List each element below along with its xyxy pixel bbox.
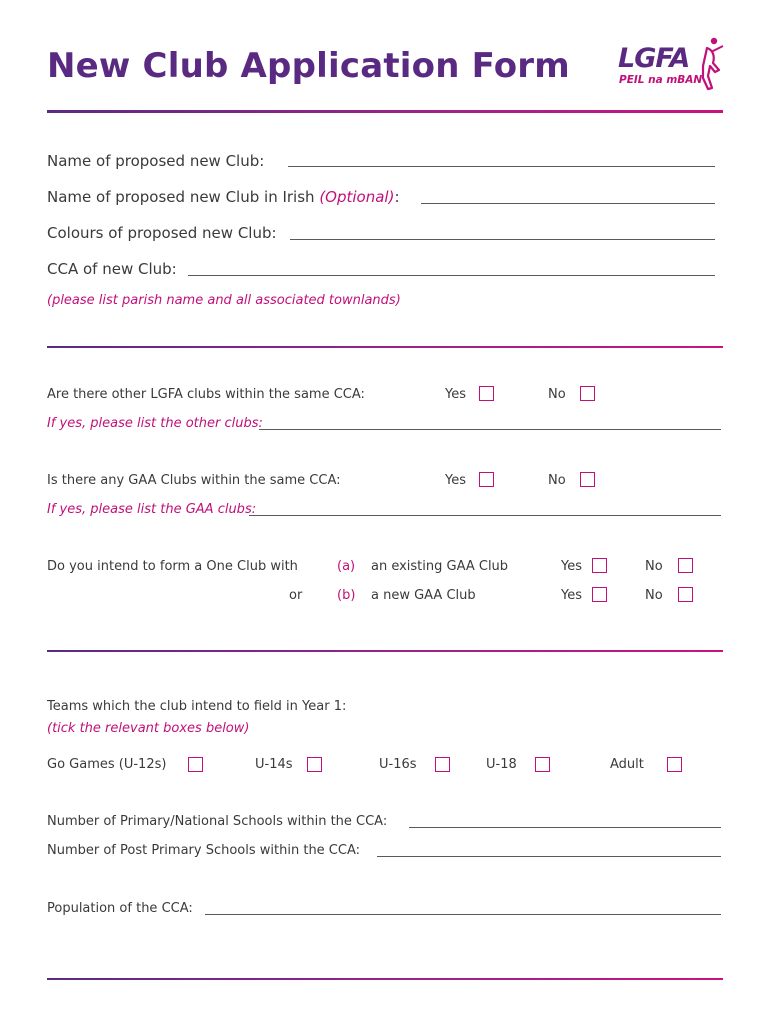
post-primary-schools-label: Number of Post Primary Schools within the CCA: — [47, 843, 361, 858]
one-club-question: Do you intend to form a One Club with — [47, 559, 298, 574]
page-title: New Club Application Form — [47, 46, 570, 86]
teams-hint: (tick the relevant boxes below) — [47, 721, 250, 736]
team-u16-checkbox[interactable] — [435, 757, 450, 772]
option-b-marker: (b) — [337, 588, 356, 603]
option-b-no-label: No — [645, 588, 663, 603]
other-lgfa-no-checkbox[interactable] — [580, 386, 595, 401]
cca-label: CCA of new Club: — [47, 260, 177, 278]
post-primary-schools-field[interactable] — [377, 856, 721, 857]
option-a-label: an existing GAA Club — [371, 559, 509, 574]
optional-tag: (Optional) — [319, 188, 395, 206]
team-go-games-label: Go Games (U-12s) — [47, 757, 167, 772]
option-a-yes-label: Yes — [561, 559, 582, 574]
team-u16-label: U-16s — [379, 757, 417, 772]
gaa-clubs-yes-checkbox[interactable] — [479, 472, 494, 487]
gaa-clubs-yes-label: Yes — [445, 473, 466, 488]
team-adult-checkbox[interactable] — [667, 757, 682, 772]
other-lgfa-yes-label: Yes — [445, 387, 466, 402]
footer-divider — [47, 978, 723, 980]
logo-wordmark: LGFA — [618, 43, 690, 74]
team-u18-checkbox[interactable] — [535, 757, 550, 772]
option-a-yes-checkbox[interactable] — [592, 558, 607, 573]
cca-hint: (please list parish name and all associated townlands) — [47, 293, 401, 308]
gaa-clubs-field[interactable] — [249, 515, 721, 516]
irish-name-label-text: Name of proposed new Club in Irish — [47, 188, 315, 206]
club-colours-field[interactable] — [290, 239, 715, 240]
team-adult-label: Adult — [610, 757, 644, 772]
option-a-no-label: No — [645, 559, 663, 574]
logo-tagline: PEIL na mBAN — [619, 74, 703, 86]
lgfa-logo — [615, 36, 730, 94]
other-lgfa-yes-checkbox[interactable] — [479, 386, 494, 401]
gaa-clubs-no-checkbox[interactable] — [580, 472, 595, 487]
option-b-no-checkbox[interactable] — [678, 587, 693, 602]
irish-name-label — [47, 188, 400, 206]
option-b-label: a new GAA Club — [371, 588, 476, 603]
teams-label: Teams which the club intend to field in Year 1: — [47, 699, 347, 714]
club-colours-label: Colours of proposed new Club: — [47, 224, 277, 242]
primary-schools-field[interactable] — [409, 827, 721, 828]
option-a-no-checkbox[interactable] — [678, 558, 693, 573]
option-a-marker: (a) — [337, 559, 356, 574]
option-b-yes-checkbox[interactable] — [592, 587, 607, 602]
other-clubs-prompt: If yes, please list the other clubs: — [47, 416, 263, 431]
section-divider-1 — [47, 346, 723, 348]
other-lgfa-question: Are there other LGFA clubs within the same CCA: — [47, 387, 365, 402]
team-go-games-checkbox[interactable] — [188, 757, 203, 772]
team-u18-label: U-18 — [486, 757, 517, 772]
team-u14-checkbox[interactable] — [307, 757, 322, 772]
gaa-clubs-question: Is there any GAA Clubs within the same CCA: — [47, 473, 341, 488]
cca-field[interactable] — [188, 275, 715, 276]
option-b-yes-label: Yes — [561, 588, 582, 603]
header-divider — [47, 110, 723, 113]
team-u14-label: U-14s — [255, 757, 293, 772]
club-name-field[interactable] — [288, 166, 715, 167]
population-field[interactable] — [205, 914, 721, 915]
or-label: or — [289, 588, 303, 603]
other-lgfa-no-label: No — [548, 387, 566, 402]
other-clubs-field[interactable] — [259, 429, 721, 430]
irish-name-colon: : — [394, 188, 400, 206]
primary-schools-label: Number of Primary/National Schools within the CCA: — [47, 814, 388, 829]
irish-name-field[interactable] — [421, 203, 715, 204]
club-name-label: Name of proposed new Club: — [47, 152, 265, 170]
population-label: Population of the CCA: — [47, 901, 193, 916]
gaa-clubs-no-label: No — [548, 473, 566, 488]
section-divider-2 — [47, 650, 723, 652]
gaa-clubs-prompt: If yes, please list the GAA clubs: — [47, 502, 257, 517]
